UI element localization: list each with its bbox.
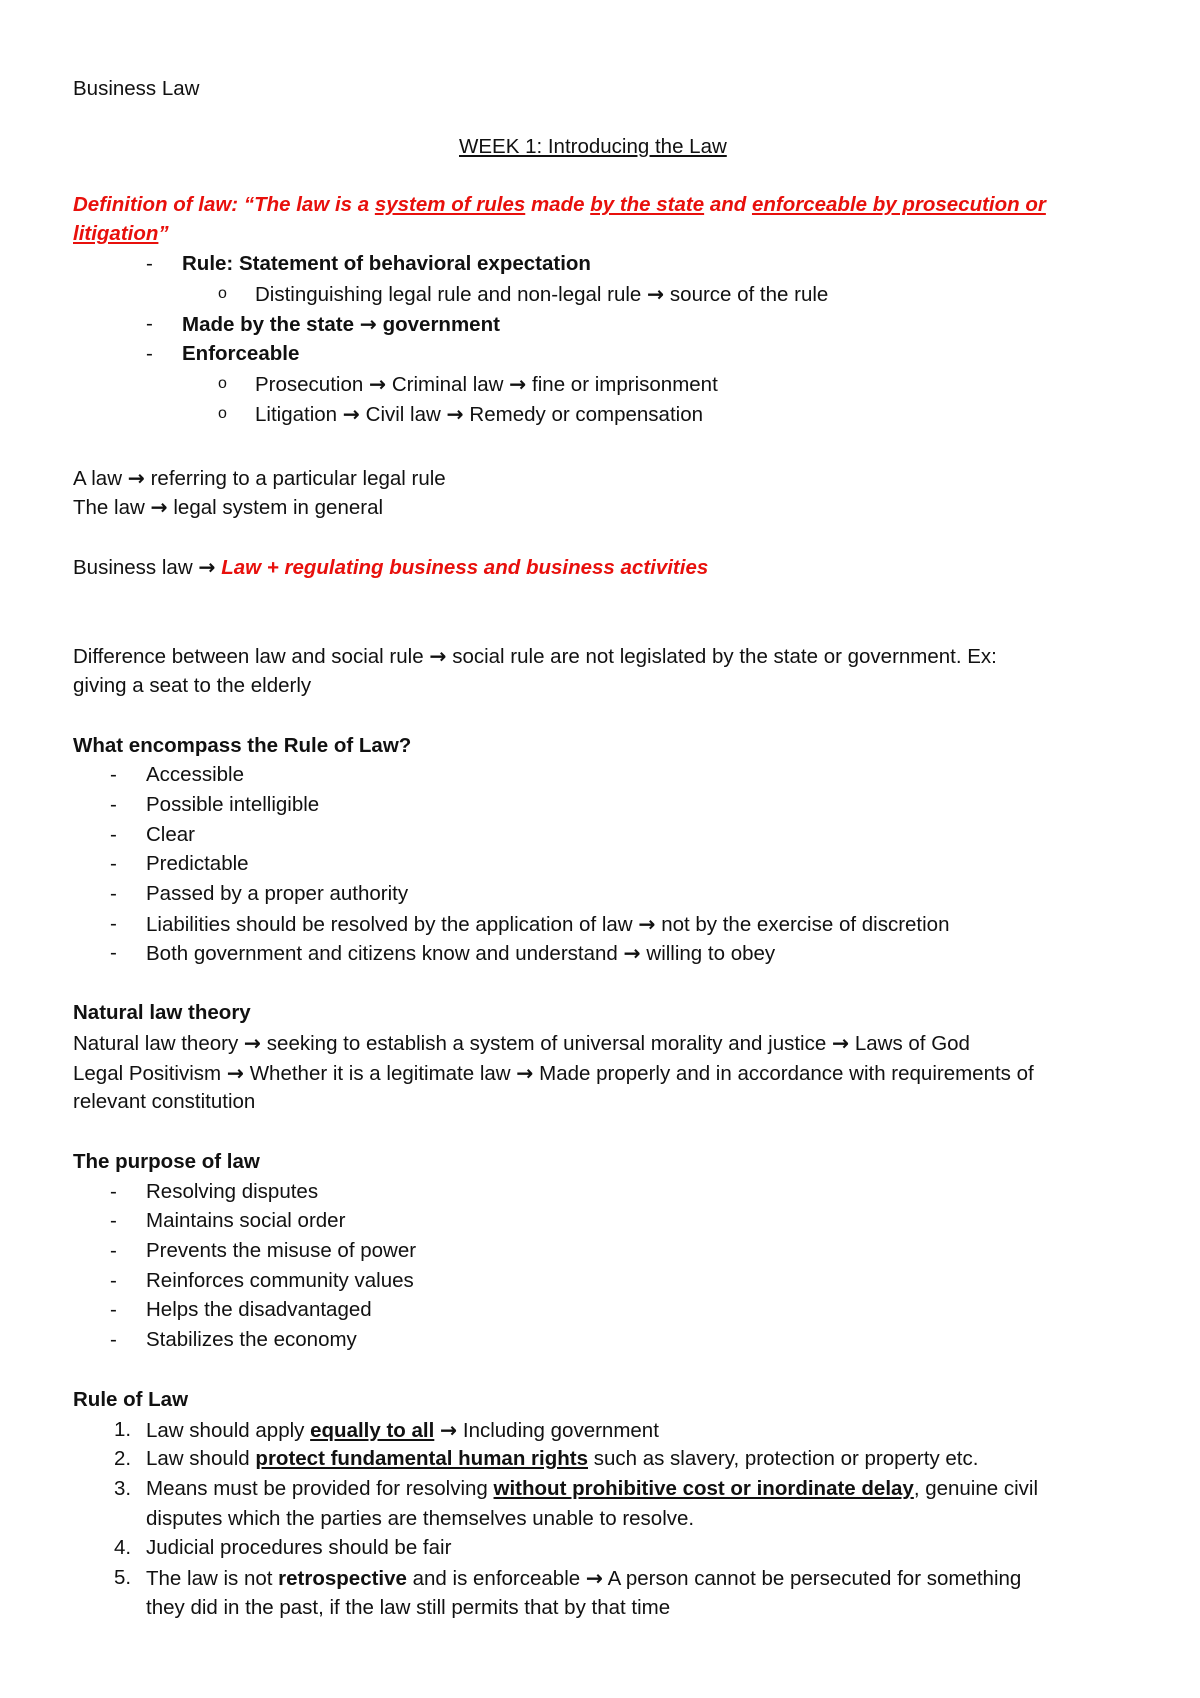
dash-bullet: - [110,882,117,905]
arrow-icon: → [359,312,377,336]
purpose-heading: The purpose of law [73,1150,260,1173]
arrow-icon: → [638,912,656,936]
dash-bullet: - [110,793,117,816]
purpose-item: Maintains social order [146,1209,346,1232]
arrow-icon: → [446,402,464,426]
dash-bullet: - [110,1269,117,1292]
circle-bullet: o [218,405,227,422]
list-number: 2. [114,1447,132,1470]
circle-bullet: o [218,285,227,302]
arrow-icon: → [516,1061,534,1085]
purpose-item: Helps the disadvantaged [146,1298,372,1321]
business-law-line: Business law → Law + regulating business and business activities [73,555,709,579]
dash-bullet: - [110,763,117,786]
arrow-icon: → [150,495,168,519]
arrow-icon: → [509,372,527,396]
encompass-item: Possible intelligible [146,793,320,816]
definition-line-1: Definition of law: “The law is a system of rules made by the state and enforceable by prosecution or [73,193,1046,216]
rule-of-law-item: Judicial procedures should be fair [146,1536,452,1559]
list-number: 4. [114,1536,132,1559]
arrow-icon: → [440,1418,458,1442]
rule-item: Rule: Statement of behavioral expectation [182,252,591,275]
positivism-line-2: relevant constitution [73,1090,256,1113]
state-item: Made by the state → government [182,312,500,336]
dash-bullet: - [110,1239,117,1262]
rule-of-law-heading: Rule of Law [73,1388,189,1411]
arrow-icon: → [127,466,145,490]
arrow-icon: → [226,1061,244,1085]
purpose-item: Stabilizes the economy [146,1328,357,1351]
rule-of-law-question: What encompass the Rule of Law? [73,734,412,757]
encompass-item: Accessible [146,763,244,786]
encompass-item: Clear [146,823,195,846]
arrow-icon: → [623,941,641,965]
rule-of-law-item: The law is not retrospective and is enforceable → A person cannot be persecuted for something [146,1566,1022,1590]
definition-line-2: litigation” [73,222,169,245]
rule-of-law-item: Law should apply equally to all → Including government [146,1418,659,1442]
rule-of-law-item-continued: disputes which the parties are themselves unable to resolve. [146,1507,695,1530]
list-number: 3. [114,1477,132,1500]
arrow-icon: → [243,1031,262,1055]
dash-bullet: - [110,1209,117,1232]
dash-bullet: - [110,1328,117,1351]
a-law-line: A law → referring to a particular legal rule [73,466,446,490]
dash-bullet: - [146,252,153,275]
encompass-item: Both government and citizens know and understand → willing to obey [146,941,776,965]
encompass-item: Passed by a proper authority [146,882,409,905]
arrow-icon: → [831,1031,850,1055]
rule-sub-item: Distinguishing legal rule and non-legal rule → source of the rule [255,282,829,306]
natural-law-line: Natural law theory → seeking to establish a system of universal morality and justice → Laws of God [73,1031,970,1055]
arrow-icon: → [429,644,447,668]
purpose-item: Prevents the misuse of power [146,1239,417,1262]
difference-line-1: Difference between law and social rule → social rule are not legislated by the state or government. Ex: [73,644,997,668]
dash-bullet: - [110,1298,117,1321]
encompass-item: Liabilities should be resolved by the application of law → not by the exercise of discretion [146,912,950,936]
dash-bullet: - [110,941,117,964]
arrow-icon: → [342,402,360,426]
list-number: 1. [114,1418,132,1441]
dash-bullet: - [110,823,117,846]
purpose-item: Resolving disputes [146,1180,319,1203]
natural-law-heading: Natural law theory [73,1001,251,1024]
encompass-item: Predictable [146,852,249,875]
week-heading: WEEK 1: Introducing the Law [459,135,727,158]
positivism-line-1: Legal Positivism → Whether it is a legitimate law → Made properly and in accordance with requirements of [73,1061,1034,1085]
list-number: 5. [114,1566,132,1589]
rule-of-law-item-continued: they did in the past, if the law still permits that by that time [146,1596,671,1619]
enforceable-item: Enforceable [182,342,300,365]
prosecution-item: Prosecution → Criminal law → fine or imprisonment [255,372,718,396]
arrow-icon: → [368,372,387,396]
document-title: Business Law [73,77,200,100]
the-law-line: The law → legal system in general [73,495,384,519]
rule-of-law-item: Law should protect fundamental human rights such as slavery, protection or property etc. [146,1447,979,1470]
difference-line-2: giving a seat to the elderly [73,674,312,697]
arrow-icon: → [198,555,216,579]
dash-bullet: - [110,852,117,875]
dash-bullet: - [146,312,153,335]
dash-bullet: - [146,342,153,365]
circle-bullet: o [218,375,227,392]
arrow-icon: → [647,282,665,306]
dash-bullet: - [110,1180,117,1203]
rule-of-law-item: Means must be provided for resolving without prohibitive cost or inordinate delay, genuine civil [146,1477,1039,1500]
purpose-item: Reinforces community values [146,1269,414,1292]
dash-bullet: - [110,912,117,935]
arrow-icon: → [585,1566,604,1590]
litigation-item: Litigation → Civil law → Remedy or compensation [255,402,704,426]
